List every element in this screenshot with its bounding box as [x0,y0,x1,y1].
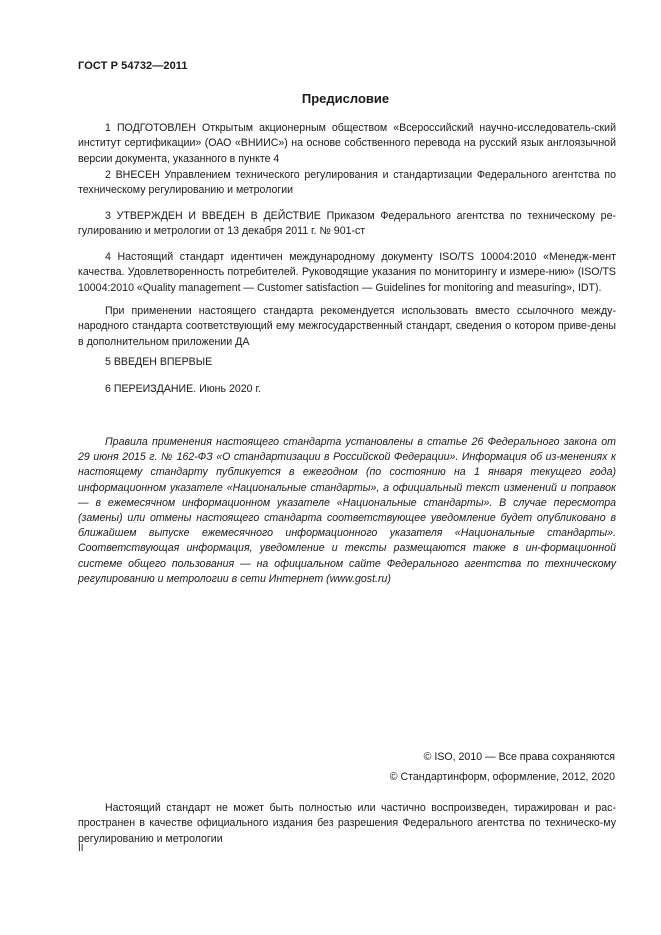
preface-item-2: 2 ВНЕСЕН Управлением технического регулирования и стандартизации Федерального агентства по техническому регулированию и метрологии [78,169,616,197]
preface-item-6: 6 ПЕРЕИЗДАНИЕ. Июнь 2020 г. [105,383,262,395]
preface-item-4-note: При применении настоящего стандарта рекомендуется использовать вместо ссылочного между-народного стандарта соответствующий ему межгосударственный стандарт, сведения о котором приве-дены в дополнительном приложении ДА [78,305,616,348]
document-id: ГОСТ Р 54732—2011 [78,60,188,72]
preface-item-3: 3 УТВЕРЖДЕН И ВВЕДЕН В ДЕЙСТВИЕ Приказом Федерального агентства по техническому ре-гулированию и метрологии от 13 декабря 2011 г. № 901-ст [78,210,616,238]
copyright-iso: © ISO, 2010 — Все права сохраняются [423,751,615,763]
reproduction-notice: Настоящий стандарт не может быть полностью или частично воспроизведен, тиражирован и рас-пространен в качестве официального издания без разрешения Федерального агентства по техническо-му регулированию и метрологии [78,802,616,845]
preface-item-5: 5 ВВЕДЕН ВПЕРВЫЕ [105,356,213,368]
page-number: II [78,843,84,854]
copyright-standartinform: © Стандартинформ, оформление, 2012, 2020 [389,771,615,783]
preface-item-4: 4 Настоящий стандарт идентичен международному документу ISO/TS 10004:2010 «Менедж-мент качества. Удовлетворенность потребителей. Руководящие указания по мониторингу и измере-нию» (ISO/TS 10004:2010 «Quality management — Customer satisfaction — Guidelines for monitoring and measuring», IDT). [78,251,616,294]
preface-title: Предисловие [301,91,390,106]
application-rules-notice: Правила применения настоящего стандарта установлены в статье 26 Федерального закона от 29 июня 2015 г. № 162-ФЗ «О стандартизации в Российской Федерации». Информация об из-менениях к настоящему стандарту публикуется в ежегодном (по состоянию на 1 января текущего года) информационном указателе «Национальные стандарты», а официальный текст изменений и поправок — в ежемесячном информационном указателе «Национальные стандарты». В случае пересмотра (замены) или отмены настоящего стандарта соответствующее уведомление будет опубликовано в ближайшем выпуске ежемесячного информационного указателя «Национальные стандарты». Соответствующая информация, уведомление и тексты размещаются также в ин-формационной системе общего пользования — на официальном сайте Федерального агентства по техническому регулированию и метрологии в сети Интернет (www.gost.ru) [78,436,616,585]
preface-item-1: 1 ПОДГОТОВЛЕН Открытым акционерным обществом «Всероссийский научно-исследователь-ский институт сертификации» (ОАО «ВНИИС») на основе собственного перевода на русский язык англоязычной версии документа, указанного в пункте 4 [78,122,616,165]
